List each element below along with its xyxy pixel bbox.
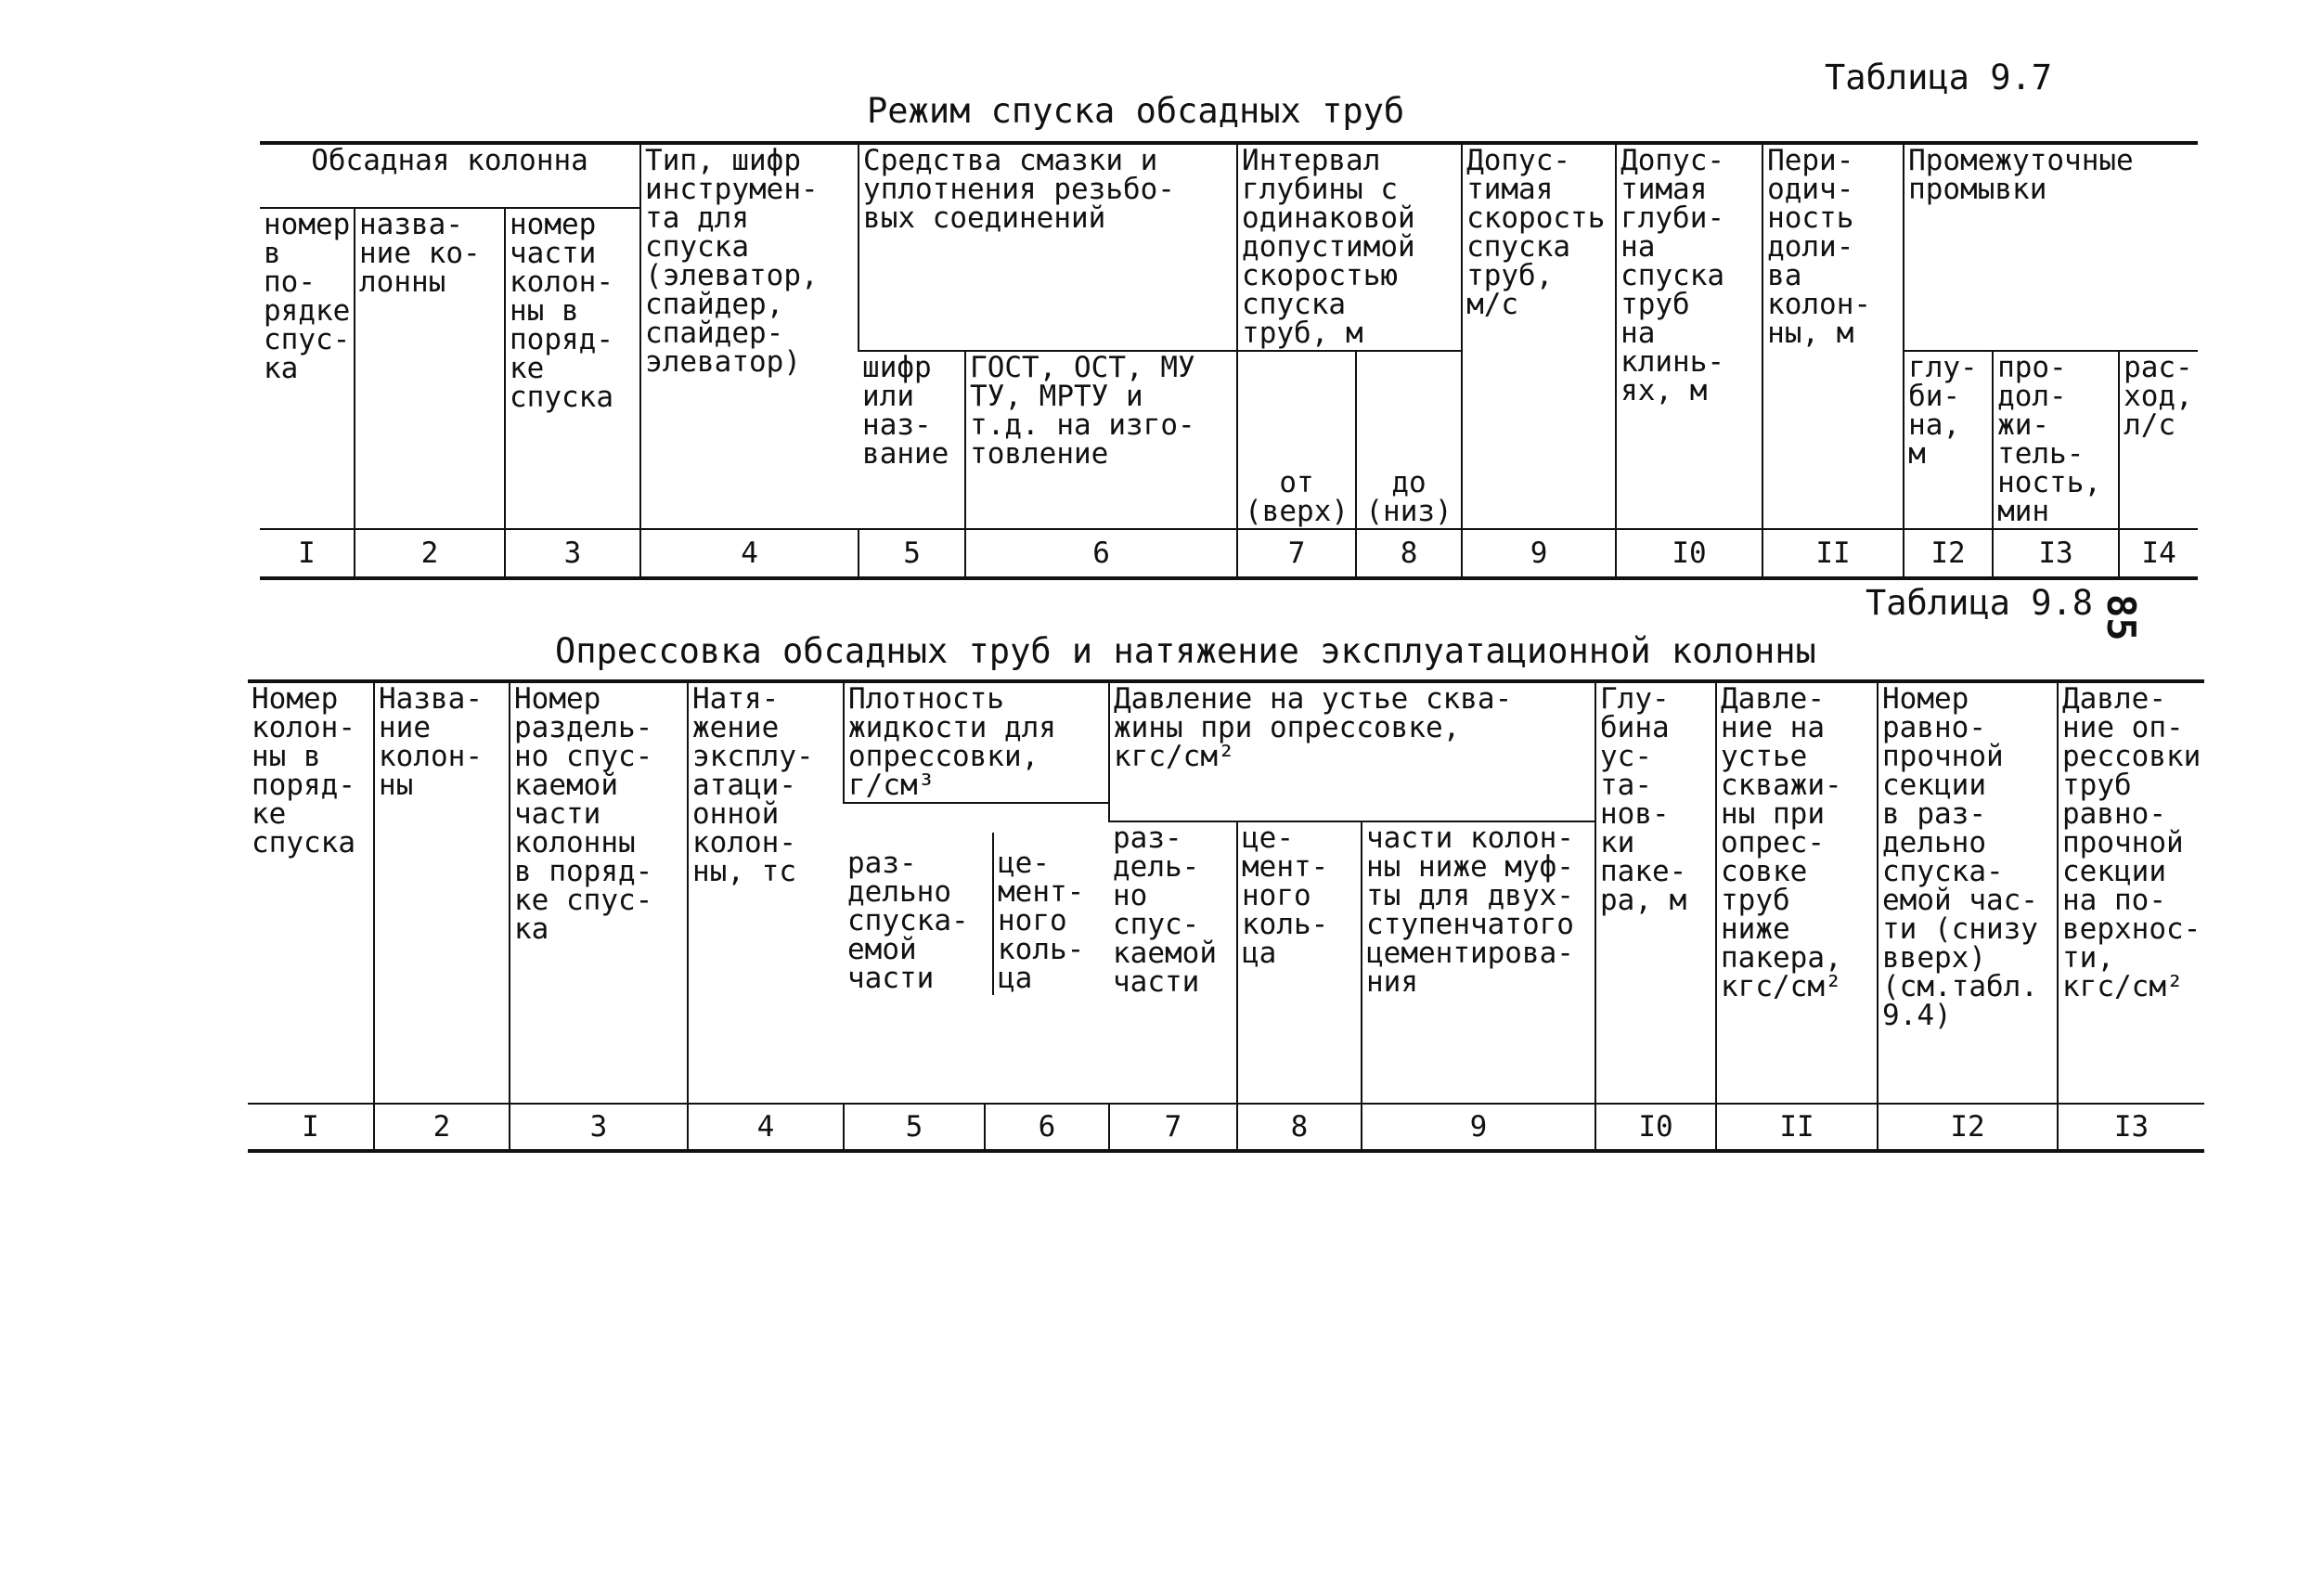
- density-subheader-group: [844, 803, 1109, 1104]
- header-allowed-depth: Допус- тимая глуби- на спуска труб на клинь- ях, м: [1616, 143, 1762, 529]
- column-number: 3: [510, 1104, 688, 1151]
- header-interval-to: до (низ): [1356, 351, 1462, 529]
- header-flush-duration: про- дол- жи- тель- ность, мин: [1993, 351, 2119, 529]
- column-number: 5: [844, 1104, 985, 1151]
- column-number: 9: [1362, 1104, 1595, 1151]
- header-string-name: назва- ние ко- лонны: [355, 208, 505, 529]
- page-number: 85: [2098, 594, 2144, 641]
- column-number: I0: [1595, 1104, 1716, 1151]
- header-casing-string: Обсадная колонна: [260, 143, 640, 208]
- table-9-7: [260, 141, 2198, 580]
- header-pressure-stage: части колон- ны ниже муф- ты для двух- ступенчатого цементирова- ния: [1362, 821, 1595, 1104]
- table-9-8: [248, 679, 2204, 1153]
- column-number: 4: [688, 1104, 844, 1151]
- column-number: 5: [859, 529, 965, 578]
- column-number: 6: [985, 1104, 1109, 1151]
- header-string-order: Номер колон- ны в поряд- ке спуска: [252, 682, 355, 860]
- header-tension: Натя- жение эксплу- атаци- онной колон- ны, тс: [688, 681, 844, 1104]
- header-lubricant-code: шифр или наз- вание: [859, 351, 965, 529]
- table-9-7-title: Режим спуска обсадных труб: [867, 91, 1405, 131]
- header-section-strength-number: Номер равно- прочной секции в раз- дельно спуска- емой час- ти (снизу вверх) (см.табл. 9.4): [1878, 681, 2058, 1104]
- header-pressure-section: раз- дель- но спус- каемой части: [1109, 821, 1237, 1104]
- header-fill-period: Пери- одич- ность доли- ва колон- ны, м: [1762, 143, 1904, 529]
- column-number: 4: [640, 529, 859, 578]
- column-number: 3: [505, 529, 640, 578]
- table-9-8-title: Опрессовка обсадных труб и натяжение эксплуатационной колонны: [555, 631, 1816, 671]
- header-part-number: номер части колон- ны в поряд- ке спуска: [505, 208, 640, 529]
- header-surface-test-pressure: Давле- ние оп- рессовки труб равно- прочной секции на по- верхнос- ти, кгс/см²: [2058, 681, 2204, 1104]
- column-number: II: [1762, 529, 1904, 578]
- header-density-cement: це- мент- ного коль- ца: [993, 833, 1108, 995]
- header-string-name: Назва- ние колон- ны: [374, 681, 510, 1104]
- header-intermediate-flush: Промежуточные промывки: [1904, 143, 2198, 351]
- column-number: I3: [2058, 1104, 2204, 1151]
- column-number: I: [248, 1104, 374, 1151]
- column-number: I: [260, 529, 355, 578]
- header-order-number: номер в по- рядке спус- ка: [260, 208, 355, 529]
- column-number-row: [248, 1104, 2204, 1151]
- column-number: 8: [1237, 1104, 1362, 1151]
- column-number: 7: [1237, 529, 1356, 578]
- column-number: II: [1716, 1104, 1878, 1151]
- column-number: I4: [2119, 529, 2198, 578]
- column-number: I2: [1878, 1104, 2058, 1151]
- column-number: 8: [1356, 529, 1462, 578]
- header-allowed-speed: Допус- тимая скорость спуска труб, м/с: [1462, 143, 1616, 529]
- header-lubricant: Средства смазки и уплотнения резьбо- вых соединений: [859, 143, 1237, 351]
- header-wellhead-pressure: Давление на устье сква- жины при опрессовке, кгс/см²: [1109, 681, 1595, 821]
- header-depth-interval: Интервал глубины с одинаковой допустимой скоростью спуска труб, м: [1237, 143, 1462, 351]
- header-packer-depth: Глу- бина ус- та- нов- ки паке- ра, м: [1595, 681, 1716, 1104]
- column-number: I2: [1904, 529, 1993, 578]
- column-number: 9: [1462, 529, 1616, 578]
- header-density-section: раз- дельно спуска- емой части: [847, 847, 969, 995]
- column-number-row: [260, 529, 2198, 578]
- column-number: I3: [1993, 529, 2119, 578]
- header-lubricant-standard: ГОСТ, ОСТ, МУ ТУ, МРТУ и т.д. на изго- товление: [965, 351, 1237, 529]
- header-tool-type: Тип, шифр инструмен- та для спуска (элеватор, спайдер, спайдер- элеватор): [640, 143, 859, 529]
- column-number: I0: [1616, 529, 1762, 578]
- column-number: 2: [355, 529, 505, 578]
- header-pressure-cement: це- мент- ного коль- ца: [1237, 821, 1362, 1104]
- column-number: 7: [1109, 1104, 1237, 1151]
- header-section-number: Номер раздель- но спус- каемой части колонны в поряд- ке спус- ка: [510, 681, 688, 1104]
- table-9-7-caption: Таблица 9.7: [1825, 58, 2053, 97]
- header-flush-rate: рас- ход, л/с: [2119, 351, 2198, 529]
- header-interval-from: от (верх): [1237, 351, 1356, 529]
- column-number: 2: [374, 1104, 510, 1151]
- column-number: 6: [965, 529, 1237, 578]
- header-flush-depth: глу- би- на, м: [1904, 351, 1993, 529]
- header-fluid-density: Плотность жидкости для опрессовки, г/см³: [844, 681, 1109, 803]
- table-9-8-caption: Таблица 9.8: [1866, 583, 2094, 623]
- header-pressure-below-packer: Давле- ние на устье скважи- ны при опрес- совке труб ниже пакера, кгс/см²: [1716, 681, 1878, 1104]
- density-subtable: [844, 833, 1108, 995]
